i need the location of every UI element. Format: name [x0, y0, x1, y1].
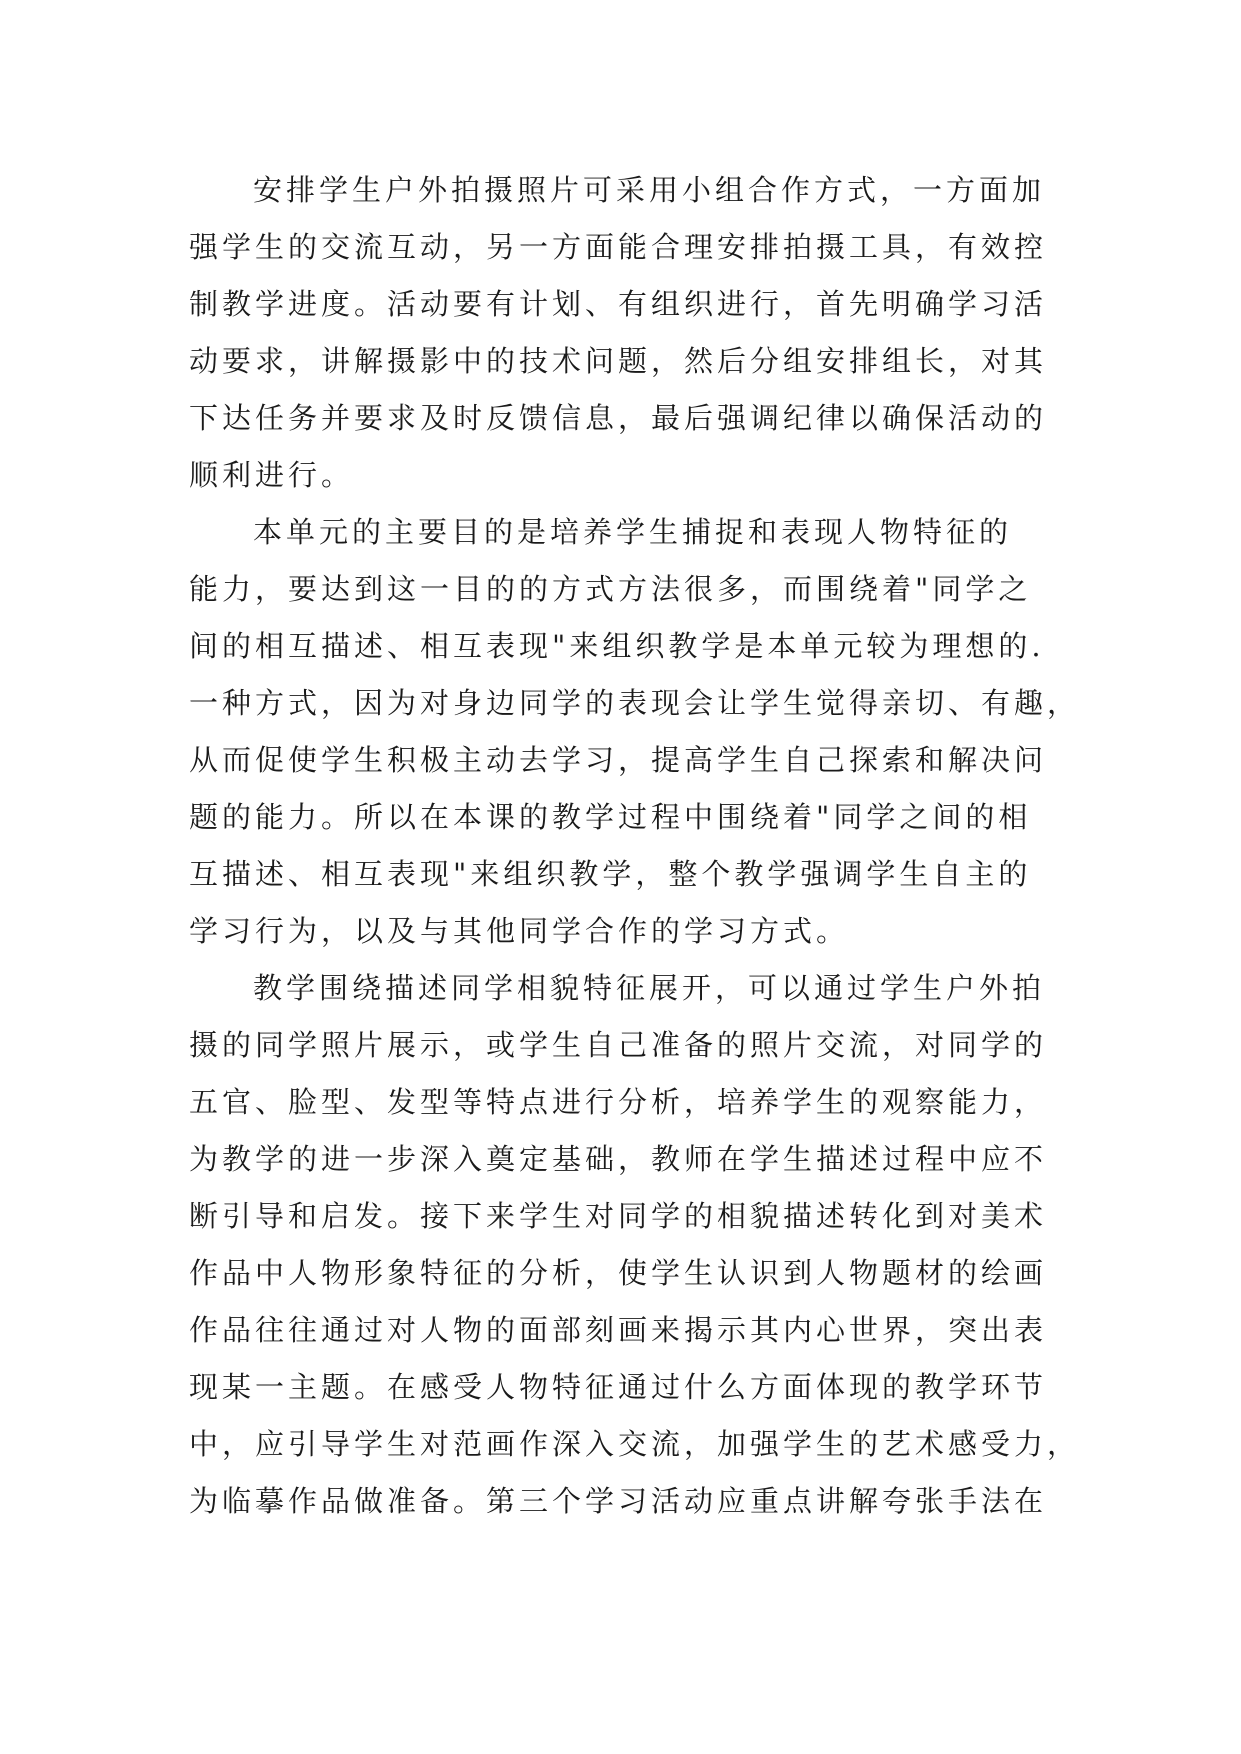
paragraph-line: 顺利进行。 [189, 458, 355, 492]
paragraph-line: 题的能力。所以在本课的教学过程中围绕着"同学之间的相 [189, 800, 1032, 834]
paragraph-line: 五官、脸型、发型等特点进行分析，培养学生的观察能力， [189, 1085, 1048, 1119]
paragraph-line: 现某一主题。在感受人物特征通过什么方面体现的教学环节 [189, 1370, 1048, 1404]
paragraph-line: 学习行为，以及与其他同学合作的学习方式。 [189, 914, 850, 948]
document-body [189, 162, 1081, 1530]
paragraph-line: 中，应引导学生对范画作深入交流，加强学生的艺术感受力， [189, 1427, 1081, 1461]
paragraph-line: 本单元的主要目的是培养学生捕捉和表现人物特征的 [253, 515, 1013, 549]
paragraph-line: 动要求，讲解摄影中的技术问题，然后分组安排组长，对其 [189, 344, 1048, 378]
paragraph-line: 教学围绕描述同学相貌特征展开，可以通过学生户外拍 [253, 971, 1046, 1005]
paragraph-line: 间的相互描述、相互表现"来组织教学是本单元较为理想的. [189, 629, 1045, 663]
paragraph-line: 安排学生户外拍摄照片可采用小组合作方式，一方面加 [253, 173, 1046, 207]
paragraph-line: 能力，要达到这一目的的方式方法很多，而围绕着"同学之 [189, 572, 1032, 606]
paragraph-line: 互描述、相互表现"来组织教学，整个教学强调学生自主的 [189, 857, 1032, 891]
paragraph-1 [189, 162, 1049, 504]
paragraph-3 [189, 960, 1081, 1530]
paragraph-line: 作品往往通过对人物的面部刻画来揭示其内心世界，突出表 [189, 1313, 1048, 1347]
paragraph-line: 作品中人物形象特征的分析，使学生认识到人物题材的绘画 [189, 1256, 1048, 1290]
paragraph-line: 下达任务并要求及时反馈信息，最后强调纪律以确保活动的 [189, 401, 1048, 435]
paragraph-line: 一种方式，因为对身边同学的表现会让学生觉得亲切、有趣， [189, 686, 1081, 720]
paragraph-line: 从而促使学生积极主动去学习，提高学生自己探索和解决问 [189, 743, 1048, 777]
paragraph-line: 制教学进度。活动要有计划、有组织进行，首先明确学习活 [189, 287, 1048, 321]
paragraph-line: 为临摹作品做准备。第三个学习活动应重点讲解夸张手法在 [189, 1484, 1048, 1518]
paragraph-line: 断引导和启发。接下来学生对同学的相貌描述转化到对美术 [189, 1199, 1048, 1233]
paragraph-line: 摄的同学照片展示，或学生自己准备的照片交流，对同学的 [189, 1028, 1048, 1062]
paragraph-line: 为教学的进一步深入奠定基础，教师在学生描述过程中应不 [189, 1142, 1048, 1176]
paragraph-2 [189, 504, 1081, 960]
paragraph-line: 强学生的交流互动，另一方面能合理安排拍摄工具，有效控 [189, 230, 1048, 264]
